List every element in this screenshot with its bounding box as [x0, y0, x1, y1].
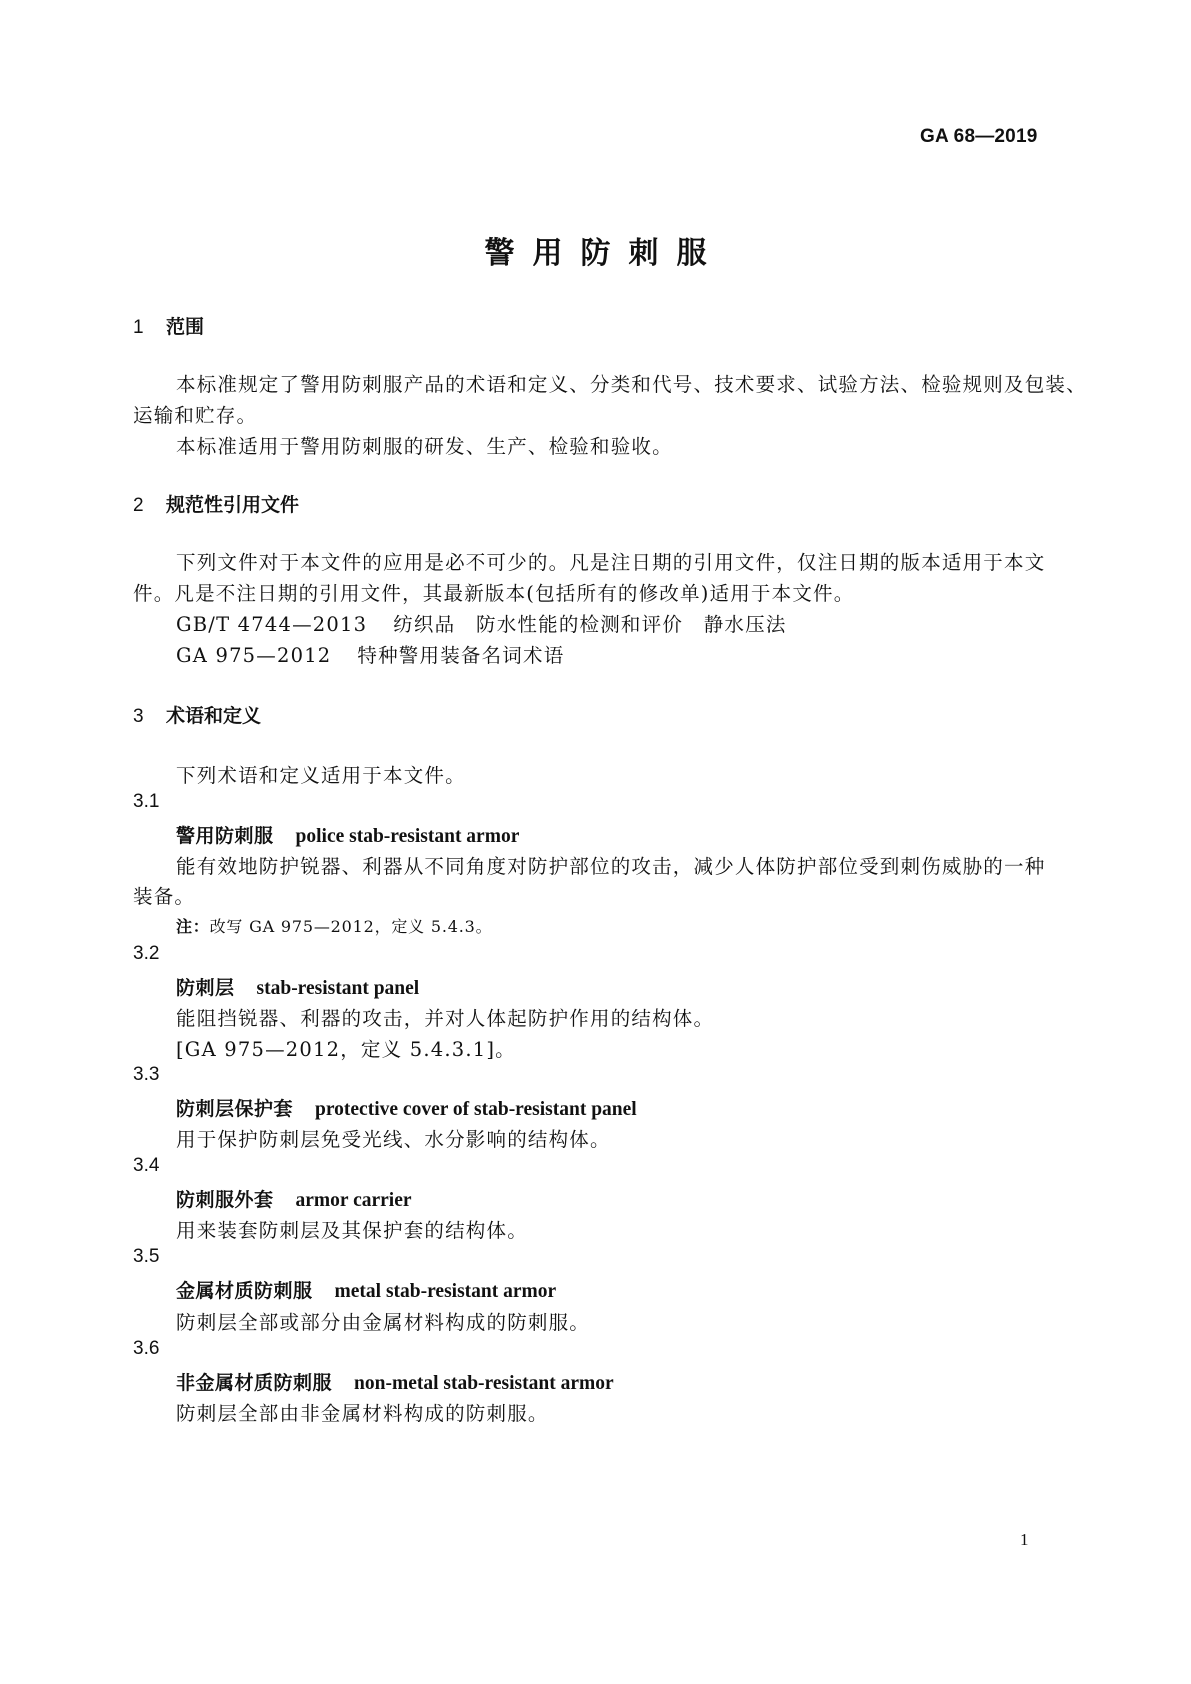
term-entry — [176, 1276, 556, 1303]
term-entry — [176, 1094, 637, 1121]
term-definition-line: 能有效地防护锐器、利器从不同角度对防护部位的攻击，减少人体防护部位受到刺伤威胁的一种 — [176, 855, 1046, 878]
term-definition: 用于保护防刺层免受光线、水分影响的结构体。 — [176, 1128, 611, 1151]
section-3-heading — [133, 701, 261, 728]
term-chinese: 防刺服外套 — [176, 1189, 274, 1211]
term-definition: 防刺层全部或部分由金属材料构成的防刺服。 — [176, 1311, 591, 1334]
term-english: police stab-resistant armor — [295, 826, 520, 847]
term-definition-line: 装备。 — [133, 885, 196, 908]
term-definition: 防刺层全部由非金属材料构成的防刺服。 — [176, 1402, 549, 1425]
term-english: non-metal stab-resistant armor — [354, 1373, 614, 1394]
reference-item — [176, 640, 564, 668]
reference-title: 特种警用装备名词术语 — [357, 644, 565, 667]
term-chinese: 防刺层 — [176, 977, 235, 999]
document-number: GA 68—2019 — [920, 126, 1038, 147]
page-number: 1 — [1020, 1530, 1029, 1549]
normative-paragraph-line: 件。凡是不注日期的引用文件，其最新版本(包括所有的修改单)适用于本文件。 — [133, 582, 855, 605]
term-definition: 能阻挡锐器、利器的攻击，并对人体起防护作用的结构体。 — [176, 1007, 715, 1030]
note-text: 改写 GA 975—2012，定义 5.4.3。 — [209, 917, 493, 936]
term-note — [176, 914, 492, 937]
term-chinese: 金属材质防刺服 — [176, 1280, 313, 1302]
term-english: stab-resistant panel — [256, 978, 420, 999]
note-label: 注： — [176, 917, 210, 936]
scope-paragraph: 本标准适用于警用防刺服的研发、生产、检验和验收。 — [176, 435, 673, 458]
term-entry — [176, 821, 519, 848]
scope-paragraph-line: 运输和贮存。 — [133, 404, 258, 427]
clause-number: 3.2 — [133, 943, 160, 964]
term-chinese: 防刺层保护套 — [176, 1098, 294, 1120]
section-number: 3 — [133, 706, 144, 727]
term-entry — [176, 1368, 614, 1395]
term-english: metal stab-resistant armor — [334, 1281, 557, 1302]
section-number: 1 — [133, 317, 144, 338]
term-chinese: 非金属材质防刺服 — [176, 1372, 333, 1394]
reference-title: 纺织品 防水性能的检测和评价 静水压法 — [393, 613, 787, 636]
reference-item — [176, 609, 787, 637]
clause-number: 3.3 — [133, 1064, 160, 1085]
section-number: 2 — [133, 495, 144, 516]
clause-number: 3.6 — [133, 1338, 160, 1359]
clause-number: 3.1 — [133, 791, 160, 812]
reference-code: GB/T 4744—2013 — [176, 613, 368, 636]
normative-paragraph-line: 下列文件对于本文件的应用是必不可少的。凡是注日期的引用文件，仅注日期的版本适用于本文 — [176, 551, 1046, 574]
section-title: 规范性引用文件 — [166, 494, 300, 516]
reference-code: GA 975—2012 — [176, 644, 332, 667]
clause-number: 3.5 — [133, 1246, 160, 1267]
section-2-heading — [133, 490, 299, 517]
section-title: 范围 — [166, 316, 205, 338]
scope-paragraph-line: 本标准规定了警用防刺服产品的术语和定义、分类和代号、技术要求、试验方法、检验规则及包装、 — [176, 373, 1087, 396]
term-entry — [176, 1185, 412, 1212]
term-chinese: 警用防刺服 — [176, 825, 274, 847]
section-title: 术语和定义 — [166, 705, 262, 727]
terms-intro: 下列术语和定义适用于本文件。 — [176, 764, 466, 787]
term-entry — [176, 973, 419, 1000]
clause-number: 3.4 — [133, 1155, 160, 1176]
document-title: 警用防刺服 — [484, 236, 725, 271]
term-english: protective cover of stab-resistant panel — [315, 1099, 637, 1120]
term-english: armor carrier — [295, 1190, 412, 1211]
term-source: [GA 975—2012，定义 5.4.3.1]。 — [176, 1038, 516, 1061]
section-1-heading — [133, 312, 204, 339]
term-definition: 用来装套防刺层及其保护套的结构体。 — [176, 1219, 528, 1242]
